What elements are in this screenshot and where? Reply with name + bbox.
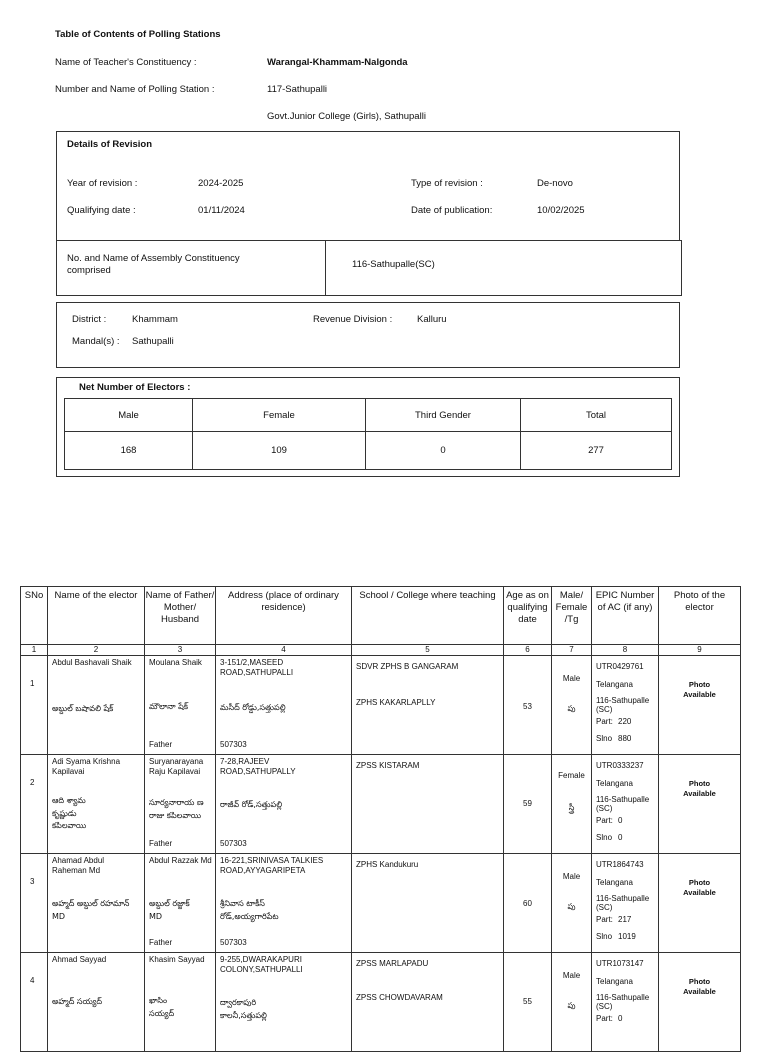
gender-telugu: పు	[567, 704, 576, 713]
relative-name-telugu: ఖాసిం సయ్యద్	[149, 996, 175, 1018]
relation-type: Father	[149, 938, 173, 947]
col-number: 7	[552, 645, 592, 656]
gender: Female	[558, 771, 585, 780]
pin-code: 507303	[220, 938, 247, 947]
relative-name-telugu: అబ్దుల్ రజ్జాక్ MD	[149, 899, 190, 921]
gender-telugu: స్త్రీ	[568, 803, 575, 812]
electors-male: 168	[65, 432, 193, 470]
epic-number: UTR1073147	[596, 959, 644, 968]
address: 3-151/2,MASEED ROAD,SATHUPALLI	[220, 658, 294, 677]
header-photo: Photo of the elector	[659, 587, 741, 645]
revision-heading: Details of Revision	[67, 139, 152, 150]
address-telugu: ద్వారకాపురి కాలనీ,సత్తుపల్లి	[220, 998, 267, 1020]
state: Telangana	[596, 779, 633, 788]
part-number: 0	[618, 816, 623, 825]
pin-code: 507303	[220, 839, 247, 848]
slno-label: Slno	[596, 932, 613, 941]
row-sno: 4	[30, 976, 35, 985]
part-label: Part:	[596, 915, 613, 924]
revision-box	[56, 131, 680, 241]
address-telugu: మసీద్ రోడ్డు,సత్తుపల్లి	[220, 703, 286, 712]
slno-number: 1019	[618, 932, 636, 941]
mandal-value: Sathupalli	[132, 336, 174, 347]
school-1: ZPHS Kandukuru	[356, 860, 419, 869]
part-number: 217	[618, 915, 632, 924]
school-2: ZPSS CHOWDAVARAM	[356, 993, 443, 1002]
photo-status: Photo Available	[683, 977, 716, 996]
electors-header-total: Total	[521, 399, 672, 432]
gender-telugu: పు	[567, 902, 576, 911]
age: 53	[523, 702, 532, 711]
state: Telangana	[596, 977, 633, 986]
qualifying-value: 01/11/2024	[198, 205, 245, 216]
table-row	[21, 854, 741, 953]
photo-status: Photo Available	[683, 878, 716, 897]
assembly-box	[56, 240, 682, 296]
assembly-constituency: 116-Sathupalle (SC)	[596, 894, 650, 912]
address: 7-28,RAJEEV ROAD,SATHUPALLY	[220, 757, 296, 776]
school-1: ZPSS KISTARAM	[356, 761, 420, 770]
qualifying-label: Qualifying date :	[67, 205, 136, 216]
relative-name-telugu: సూర్యనారాయ ణ రాజు కపిలవాయి	[149, 798, 204, 820]
elector-name: Adi Syama Krishna Kapilavai	[52, 757, 121, 776]
district-label: District :	[72, 314, 107, 325]
relation-type: Father	[149, 740, 173, 749]
electors-header-female: Female	[193, 399, 366, 432]
header-sno: SNo	[21, 587, 48, 645]
relation-type: Father	[149, 839, 173, 848]
electors-header-third: Third Gender	[366, 399, 521, 432]
elector-name: Ahamad Abdul Raheman Md	[52, 856, 105, 875]
header-relative: Name of Father/ Mother/ Husband	[145, 587, 216, 645]
electors-total: 277	[521, 432, 672, 470]
part-label: Part:	[596, 1014, 613, 1023]
station-name: Govt.Junior College (Girls), Sathupalli	[267, 111, 426, 122]
elector-name-telugu: అబ్దుల్ బషావలి షేక్	[52, 704, 114, 713]
address: 16-221,SRINIVASA TALKIES ROAD,AYYAGARIPETA	[220, 856, 324, 875]
assembly-constituency: 116-Sathupalle (SC)	[596, 696, 650, 714]
col-number: 1	[21, 645, 48, 656]
address: 9-255,DWARAKAPURI COLONY,SATHUPALLI	[220, 955, 303, 974]
col-number: 3	[145, 645, 216, 656]
assembly-constituency: 116-Sathupalle (SC)	[596, 993, 650, 1011]
col-number: 5	[352, 645, 504, 656]
elector-name-telugu: ఆది శ్యామ కృష్ణుడు కపిలవాయి	[52, 796, 87, 830]
header-name: Name of the elector	[48, 587, 145, 645]
relative-name: Moulana Shaik	[149, 658, 202, 667]
assembly-label: No. and Name of Assembly Constituency comprised	[67, 253, 240, 276]
year-label: Year of revision :	[67, 178, 138, 189]
school-1: ZPSS MARLAPADU	[356, 959, 429, 968]
revenue-value: Kalluru	[417, 314, 447, 325]
constituency-value: Warangal-Khammam-Nalgonda	[267, 57, 408, 68]
electors-header-male: Male	[65, 399, 193, 432]
photo-status: Photo Available	[683, 779, 716, 798]
part-label: Part:	[596, 717, 613, 726]
part-label: Part:	[596, 816, 613, 825]
gender: Male	[562, 971, 581, 980]
electors-table	[64, 398, 672, 470]
gender: Male	[562, 674, 581, 683]
col-number: 8	[592, 645, 659, 656]
slno-label: Slno	[596, 734, 613, 743]
header-school: School / College where teaching	[352, 587, 504, 645]
part-number: 220	[618, 717, 632, 726]
col-number: 9	[659, 645, 741, 656]
address-telugu: రాజీవ్ రోడ్,సత్తుపల్లి	[220, 800, 283, 809]
slno-number: 880	[618, 734, 632, 743]
school-1: SDVR ZPHS B GANGARAM	[356, 662, 459, 671]
relative-name: Abdul Razzak Md	[149, 856, 212, 865]
slno-label: Slno	[596, 833, 613, 842]
header-epic: EPIC Number of AC (if any)	[592, 587, 659, 645]
state: Telangana	[596, 878, 633, 887]
age: 59	[523, 799, 532, 808]
epic-number: UTR0429761	[596, 662, 644, 671]
elector-name: Ahmad Sayyad	[52, 955, 107, 964]
col-number: 2	[48, 645, 145, 656]
type-value: De-novo	[537, 178, 573, 189]
photo-status: Photo Available	[683, 680, 716, 699]
electors-heading: Net Number of Electors :	[79, 382, 191, 393]
slno-number: 0	[618, 833, 623, 842]
pin-code: 507303	[220, 740, 247, 749]
school-2: ZPHS KAKARLAPLLY	[356, 698, 436, 707]
station-number: 117-Sathupalli	[267, 84, 328, 95]
location-box	[56, 302, 680, 368]
header-gender: Male/ Female /Tg	[552, 587, 592, 645]
table-row	[21, 656, 741, 755]
row-sno: 3	[30, 877, 35, 886]
mandal-label: Mandal(s) :	[72, 336, 120, 347]
relative-name: Khasim Sayyad	[149, 955, 205, 964]
age: 60	[523, 899, 532, 908]
year-value: 2024-2025	[198, 178, 244, 189]
publication-value: 10/02/2025	[537, 205, 585, 216]
page-title: Table of Contents of Polling Stations	[55, 29, 221, 40]
constituency-label: Name of Teacher's Constituency :	[55, 57, 197, 68]
assembly-divider	[325, 240, 326, 296]
revenue-label: Revenue Division :	[313, 314, 393, 325]
row-sno: 1	[30, 679, 35, 688]
electors-third: 0	[366, 432, 521, 470]
age: 55	[523, 997, 532, 1006]
epic-number: UTR0333237	[596, 761, 644, 770]
elector-name: Abdul Bashavali Shaik	[52, 658, 132, 667]
assembly-value: 116-Sathupalle(SC)	[352, 259, 435, 270]
district-value: Khammam	[132, 314, 178, 325]
part-number: 0	[618, 1014, 623, 1023]
header-age: Age as on qualifying date	[504, 587, 552, 645]
assembly-constituency: 116-Sathupalle (SC)	[596, 795, 650, 813]
relative-name: Suryanarayana Raju Kapilavai	[149, 757, 204, 776]
gender-telugu: పు	[567, 1001, 576, 1010]
electors-box	[56, 377, 680, 477]
table-row	[21, 953, 741, 1052]
col-number: 6	[504, 645, 552, 656]
elector-name-telugu: అహ్మద్ సయ్యద్	[52, 997, 103, 1006]
station-label: Number and Name of Polling Station :	[55, 84, 215, 95]
electors-list-table	[20, 586, 741, 1052]
state: Telangana	[596, 680, 633, 689]
header-address: Address (place of ordinary residence)	[216, 587, 352, 645]
type-label: Type of revision :	[411, 178, 483, 189]
row-sno: 2	[30, 778, 35, 787]
epic-number: UTR1864743	[596, 860, 644, 869]
address-telugu: శ్రీనివాస టాకీస్ రోడ్,అయ్యగారిపేట	[220, 899, 279, 921]
relative-name-telugu: మౌలానా షేక్	[149, 702, 189, 711]
elector-name-telugu: అహ్మద్ అబ్దుల్ రహమాన్ MD	[52, 899, 130, 921]
table-row	[21, 755, 741, 854]
col-number: 4	[216, 645, 352, 656]
publication-label: Date of publication:	[411, 205, 493, 216]
gender: Male	[562, 872, 581, 881]
electors-female: 109	[193, 432, 366, 470]
